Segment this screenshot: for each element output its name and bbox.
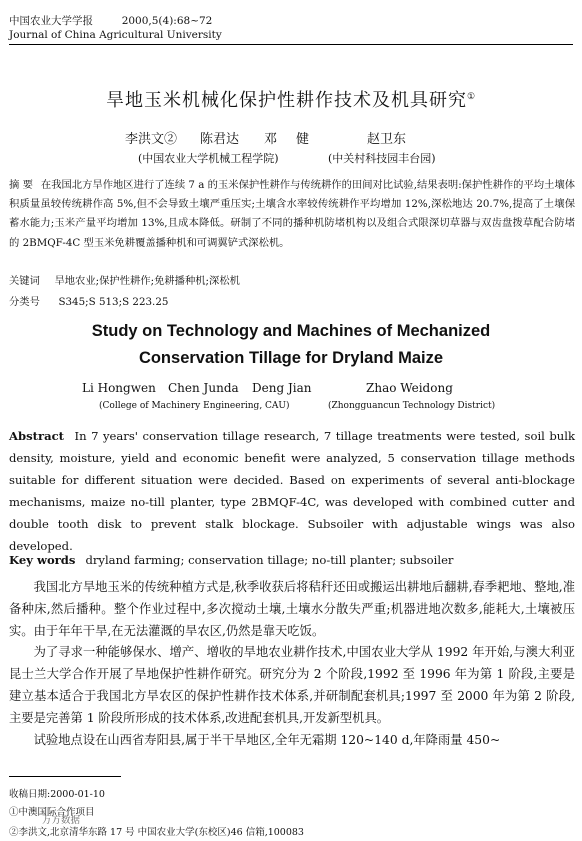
- abstract-en-label: Abstract: [9, 429, 65, 443]
- running-header: [9, 14, 222, 42]
- keywords-cn: [9, 272, 240, 287]
- journal-name-en: Journal of China Agricultural University: [9, 29, 222, 41]
- journal-name-cn: 中国农业大学学报: [9, 15, 93, 27]
- title-cn: [0, 86, 582, 112]
- affiliation-en-1: (College of Machinery Engineering, CAU): [99, 401, 290, 411]
- footnote-2: ②李洪文,北京清华东路 17 号 中国农业大学(东校区)46 信箱,100083: [9, 827, 304, 838]
- classification-cn-label: 分类号: [9, 296, 40, 308]
- author-en-3: Deng Jian: [252, 381, 312, 395]
- header-rule: [9, 44, 573, 45]
- affiliation-cn-2: (中关村科技园丰台园): [328, 152, 436, 165]
- author-en-1: Li Hongwen: [82, 381, 156, 395]
- keywords-cn-label: 关键词: [9, 275, 40, 287]
- footnote-1: ①中澳国际合作项目: [9, 807, 95, 818]
- classification-cn: [9, 293, 168, 308]
- body-paragraph-3: 试验地点设在山西省寿阳县,属于半干旱地区,全年无霜期 120~140 d,年降雨量 450~: [33, 732, 501, 747]
- abstract-cn-label: 摘 要: [9, 179, 33, 191]
- author-cn-3a: 邓: [264, 132, 278, 147]
- author-en-4: Zhao Weidong: [366, 381, 453, 395]
- keywords-en-label: Key words: [9, 553, 76, 567]
- watermark: 万方数据: [42, 815, 81, 826]
- title-cn-text: 旱地玉米机械化保护性耕作技术及机具研究: [105, 90, 467, 111]
- author-cn-3b: 健: [296, 132, 310, 147]
- keywords-cn-text: 旱地农业;保护性耕作;免耕播种机;深松机: [54, 275, 240, 287]
- abstract-cn: [9, 176, 575, 253]
- keywords-en: [9, 553, 453, 567]
- abstract-en: [9, 425, 575, 557]
- citation: 2000,5(4):68~72: [121, 15, 213, 27]
- footnote-received: 收稿日期:2000-01-10: [9, 789, 105, 800]
- classification-cn-text: S345;S 513;S 223.25: [58, 296, 169, 308]
- title-en: Study on Technology and Machines of Mechanized Conservation Tillage for Dryland Maize: [91, 322, 491, 367]
- body-text: [9, 577, 575, 751]
- title-footnote-mark: ①: [466, 92, 477, 102]
- footnote-rule: [9, 776, 121, 777]
- abstract-cn-text: 在我国北方旱作地区进行了连续 7 a 的玉米保护性耕作与传统耕作的田间对比试验,结果表明:保护性耕作的平均土壤体积质量虽较传统耕作高 5%,但不会导致土壤严重压实;土壤含水率较传统耕作平均增加 12%,深松地达 20.7%,提高了土壤保蓄水能力;玉米产量平均增加 13%,且成本降低。研制了不同的播种机防堵机构以及组合式限深切草器与双齿盘拨草配合防堵的 2BMQF-4C 型玉米免耕覆盖播种机和可调翼铲式深松机。: [9, 179, 575, 249]
- affiliation-cn-1: (中国农业大学机械工程学院): [138, 152, 279, 165]
- author-cn-1: 李洪文②: [125, 132, 178, 147]
- author-cn-2: 陈君达: [200, 132, 240, 147]
- body-paragraph-2: 为了寻求一种能够保水、增产、增收的旱地农业耕作技术,中国农业大学从 1992 年开始,与澳大利亚昆士兰大学合作开展了旱地保护性耕作研究。研究分为 2 个阶段,1992 至 1996 年为第 1 阶段,主要是建立基本适合于我国北方旱农区的保护性耕作技术体系,并研制配套机具;1997 至 2000 年为第 2 阶段,主要是完善第 1 阶段所形成的技术体系,改进配套机具,开发新型机具。: [9, 645, 575, 725]
- author-en-2: Chen Junda: [168, 381, 239, 395]
- abstract-en-text: In 7 years' conservation tillage research, 7 tillage treatments were tested, soil bulk density, moisture, yield and economic benefit were analyzed, 5 conservation tillage methods suitable for different situation were decided. Based on experiments of several anti-blockage mechanisms, maize no-till planter, type 2BMQF-4C, was developed with combined cutter and double tooth disk to prevent stalk blockage. Subsoiler with adjustable wings was also developed.: [9, 429, 576, 553]
- keywords-en-text: dryland farming; conservation tillage; no-till planter; subsoiler: [85, 553, 454, 567]
- affiliation-en-2: (Zhongguancun Technology District): [328, 401, 496, 411]
- author-cn-4: 赵卫东: [367, 132, 407, 147]
- body-paragraph-1: 我国北方旱地玉米的传统种植方式是,秋季收获后将秸秆还田或搬运出耕地后翻耕,春季耙地、整地,准备种床,然后播种。整个作业过程中,多次搅动土壤,土壤水分散失严重;机器进地次数多,能耗大,土壤被压实。由于年年干旱,在无法灌溉的旱农区,仍然是靠天吃饭。: [9, 580, 575, 638]
